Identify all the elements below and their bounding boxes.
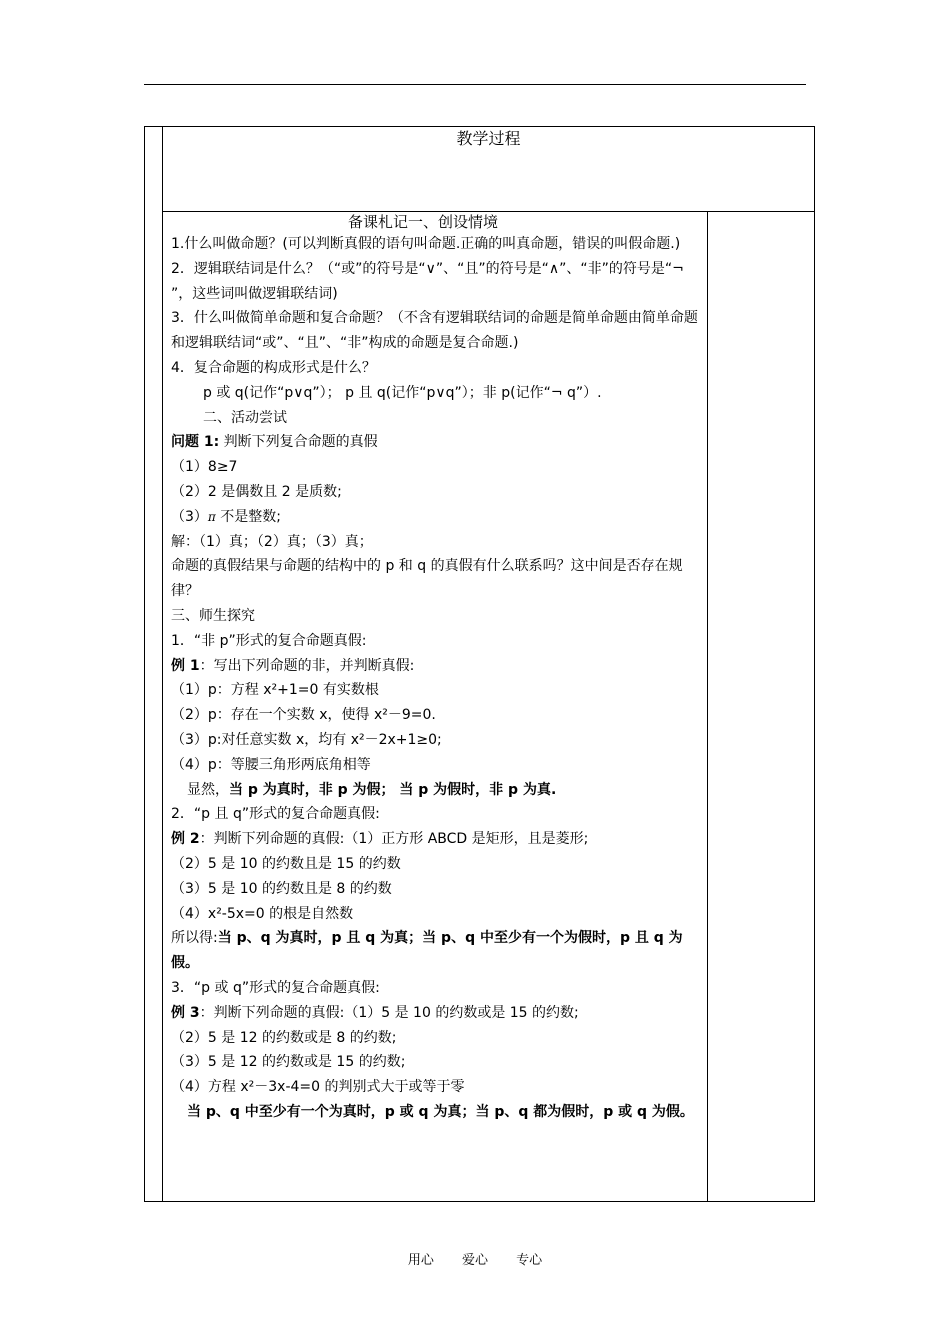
section-2-heading: 二、活动尝试 xyxy=(203,409,287,426)
example-3-item-2: （2）5 是 12 的约数或是 8 的约数; xyxy=(171,1029,397,1046)
example-1-item-4: （4）p：等腰三角形两底角相等 xyxy=(171,756,371,773)
notes-label xyxy=(348,212,498,232)
example-2-item-2: （2）5 是 10 的约数且是 15 的约数 xyxy=(171,855,401,872)
example-3-item-4: （4）方程 x²－3x-4=0 的判别式大于或等于零 xyxy=(171,1079,465,1096)
topic-p-or-q: 3．“p 或 q”形式的复合命题真假: xyxy=(171,979,380,996)
page-footer: 用心 爱心 专心 xyxy=(407,1253,543,1268)
table-notes-column-divider xyxy=(707,211,708,1202)
conclusion-p-and-q xyxy=(171,926,701,976)
conclusion-not-p xyxy=(171,778,701,803)
topic-p-and-q: 2．“p 且 q”形式的复合命题真假: xyxy=(171,806,380,823)
topic-not-p: 1．“非 p”形式的复合命题真假: xyxy=(171,632,367,649)
example-2 xyxy=(171,827,701,852)
item-3-text: 不是整数; xyxy=(215,508,281,525)
example-1-item-2: （2）p：存在一个实数 x，使得 x²－9=0. xyxy=(171,707,436,724)
conclusion-not-p-lead: 显然， xyxy=(187,781,229,798)
header-rule xyxy=(144,84,806,85)
table-left-column-divider xyxy=(162,126,163,1202)
item-3-index: （3） xyxy=(171,508,208,525)
lesson-content xyxy=(171,232,701,1125)
conclusion-p-and-q-rule: 当 p、q 为真时，p 且 q 为真；当 p、q 中至少有一个为假时，p 且 q 为假。 xyxy=(171,930,683,972)
problem-1-answer: 解：（1）真；（2）真；（3）真； xyxy=(171,533,373,550)
question-1: 1.什么叫做命题？(可以判断真假的语句叫命题.正确的叫真命题，错误的叫假命题.) xyxy=(171,236,681,252)
pi-symbol: π xyxy=(207,509,216,524)
example-3 xyxy=(171,1001,701,1026)
example-3-text: ：判断下列命题的真假:（1）5 是 10 的约数或是 15 的约数; xyxy=(199,1004,579,1021)
example-3-item-3: （3）5 是 12 的约数或是 15 的约数; xyxy=(171,1054,406,1071)
example-2-text: ：判断下列命题的真假:（1）正方形 ABCD 是矩形，且是菱形; xyxy=(199,831,589,848)
problem-1-item-1: （1）8≥7 xyxy=(171,459,238,476)
example-2-label: 例 2 xyxy=(171,831,200,848)
example-2-item-4: （4）x²-5x=0 的根是自然数 xyxy=(171,905,354,922)
conclusion-p-or-q: 当 p、q 中至少有一个为真时，p 或 q 为真；当 p、q 都为假时，p 或 q 为假。 xyxy=(187,1103,694,1120)
problem-1-item-2: （2）2 是偶数且 2 是质数; xyxy=(171,483,342,500)
example-2-item-3: （3）5 是 10 的约数且是 8 的约数 xyxy=(171,880,392,897)
problem-1-label: 问题 1: xyxy=(171,434,220,451)
question-4: 4．复合命题的构成形式是什么？ xyxy=(171,359,376,376)
conclusion-not-p-rule: 当 p 为真时，非 p 为假； 当 p 为假时，非 p 为真. xyxy=(229,781,557,798)
example-1-label: 例 1 xyxy=(171,657,200,674)
question-3: 3．什么叫做简单命题和复合命题？（不含有逻辑联结词的命题是简单命题由简单命题和逻辑联结词“或”、“且”、“非”构成的命题是复合命题.) xyxy=(171,310,698,352)
example-1-item-3: （3）p:对任意实数 x，均有 x²－2x+1≥0; xyxy=(171,731,442,748)
section-1-heading: 一、创设情境 xyxy=(408,213,499,231)
problem-1-item-3 xyxy=(171,505,701,530)
conclusion-p-and-q-lead: 所以得: xyxy=(171,930,218,947)
table-header-title: 教学过程 xyxy=(456,129,521,148)
example-1 xyxy=(171,654,701,679)
notes-label-text: 备课札记 xyxy=(348,213,409,231)
question-2: 2．逻辑联结词是什么？（“或”的符号是“∨”、“且”的符号是“∧”、“非”的符号是“¬ ”，这些词叫做逻辑联结词) xyxy=(171,260,684,302)
example-3-label: 例 3 xyxy=(171,1004,200,1021)
compound-forms: p 或 q(记作“p∨q”）； p 且 q(记作“p∨q”）；非 p(记作“¬ q”）. xyxy=(203,384,602,401)
problem-1 xyxy=(171,430,701,455)
example-1-item-1: （1）p：方程 x²+1=0 有实数根 xyxy=(171,682,379,699)
example-1-text: ：写出下列命题的非，并判断真假: xyxy=(199,657,415,674)
problem-1-text: 判断下列复合命题的真假 xyxy=(219,434,378,451)
section-3-heading: 三、师生探究 xyxy=(171,607,255,624)
reflection-question: 命题的真假结果与命题的结构中的 p 和 q 的真假有什么联系吗？这中间是否存在规律？ xyxy=(171,558,683,600)
